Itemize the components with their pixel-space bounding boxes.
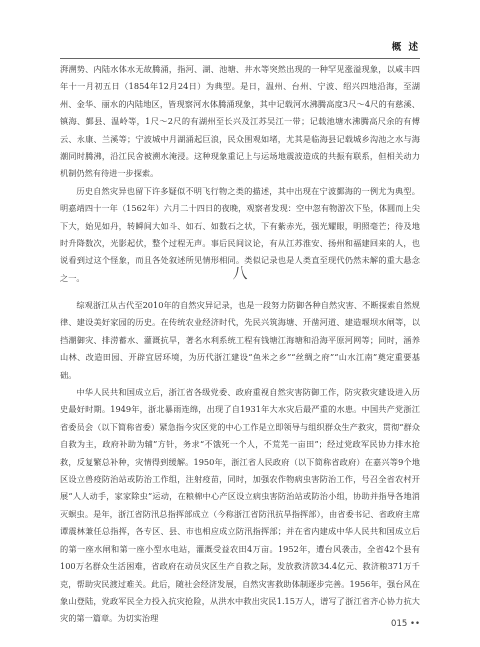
page-number: 015 •• <box>391 619 420 629</box>
paragraph: 湃溯势、内陆水体水无故腾涌，指河、湖、池塘、井水等突然出现的一种罕见涨溢现象，以咸丰四年十一月初五日（1854年12月24日）为典型。是日，温州、台州、宁波、绍兴四地沿海，至湖州、金华、丽水的内陆地区，皆现察河水体腾涌现象，其中记载河水沸腾高度3尺～4尺的有慈溪、镇海、鄞县、温岭等，1尺～2尺的有湖州至长兴及江苏吴江一带；记载池塘水沸腾高尺余的有傅云、永康、兰溪等；宁波城中月湖涌起巨浪，民众围观如堵，尤其是临海县记载城乡沟池之水与海潮同时腾沸，沿江民舍被溯水淹浸。这种现象重记上与运场地震波造成的共振有联系，但相关动力机制仍然有待进一步探索。 <box>60 64 420 179</box>
running-title: 概 述 <box>391 42 420 53</box>
section-number: 八 <box>232 264 248 282</box>
text-block-bottom <box>60 297 420 628</box>
paragraph: 综观浙江从古代至2010年的自然灾异记录，也是一段努力防御各种自然灾害、不断探索自然规律、建设美好家园的历史。在传统农业经济时代，先民兴筑海塘、开凿河道、建造堰坝水闸等，以挡潮御灾、排涝蓄水、灌溉抗旱，著名水利系统工程有钱塘江海塘和沿海平原河网等；同时，涵养山林、改造田园、开辟宜居环境，为历代浙江建设“鱼米之乡”“丝绸之府”“山水江南”奠定重要基础。 <box>60 300 420 380</box>
page-header <box>60 30 420 59</box>
paragraph: 历史自然灾异也留下许多疑似不明飞行物之类的描述，其中出现在宁波鄞海的一例尤为典型。明嘉靖四十一年（1562年）六月二十四日的夜晚，观察者发现：空中忽有物游次下坠，体圆而上尖下大，始见如丹，转瞬间大如斗、如石、如数石之状，下有紫赤光，强光耀眼，明照毫芒；待及地时升降数次，光影起伏，整个过程无声。事后民间议论，有从江苏淮安、扬州和福建回来的人，也说看到过这个怪象，而且各处叙述所见情形相同。类似记录也是人类直至现代仍然未解的重大悬念之一。 <box>60 185 420 283</box>
text-block-top <box>60 61 420 287</box>
paragraph: 中华人民共和国成立后，浙江省各级党委、政府重视自然灾害防御工作，防灾救灾建设进入历史最好时期。1949年，浙北暴雨连绵，出现了自1931年大水灾后最严重的水患。中国共产党浙江省委员会（以下简称省委）紧急指今灾区党的中心工作是立即领导与组织群众生产救灾，贯彻“群众自救为主，政府补助为辅”方针，务求“不饿死一个人，不荒芜一亩田”；经过党政军民协力排水抢救，反复繁总补种，灾情得到缓解。1950年，浙江省人民政府（以下简称省政府）在嘉兴等9个地区设立兽疫防治站或防治工作组，注射疫苗，同时，加强农作物病虫害防治工作，号召全省农村开展“人人动手，家家除虫”运动，在粮棉中心产区设立病虫害防治站或防治小组，协助并指导各地消灭螟虫。是年，浙江省防汛总指挥部成立（今称浙江省防汛抗旱指挥部），由省委书记、省政府主席谭震林兼任总指挥，各专区、县、市也相应成立防汛指挥部；并在省内建成中华人民共和国成立后的第一座水闸和第一座小型水电站，灌溉受益农田4万亩。1952年，遭台风袭击，全省42个县有100万名群众生活困难，省政府在动员灾区生产自救之际，发放救济款34.4亿元、救济粮371万千克，帮助灾民渡过难关。此后，随社会经济发展，自然灾害救助体制逐步完善。1956年，强台风在象山登陆，党政军民全力投入抗灾抢险，从洪水中救出灾民1.15万人，谱写了浙江省齐心协力抗大灾的第一篇章。为切实治理 <box>60 387 420 624</box>
